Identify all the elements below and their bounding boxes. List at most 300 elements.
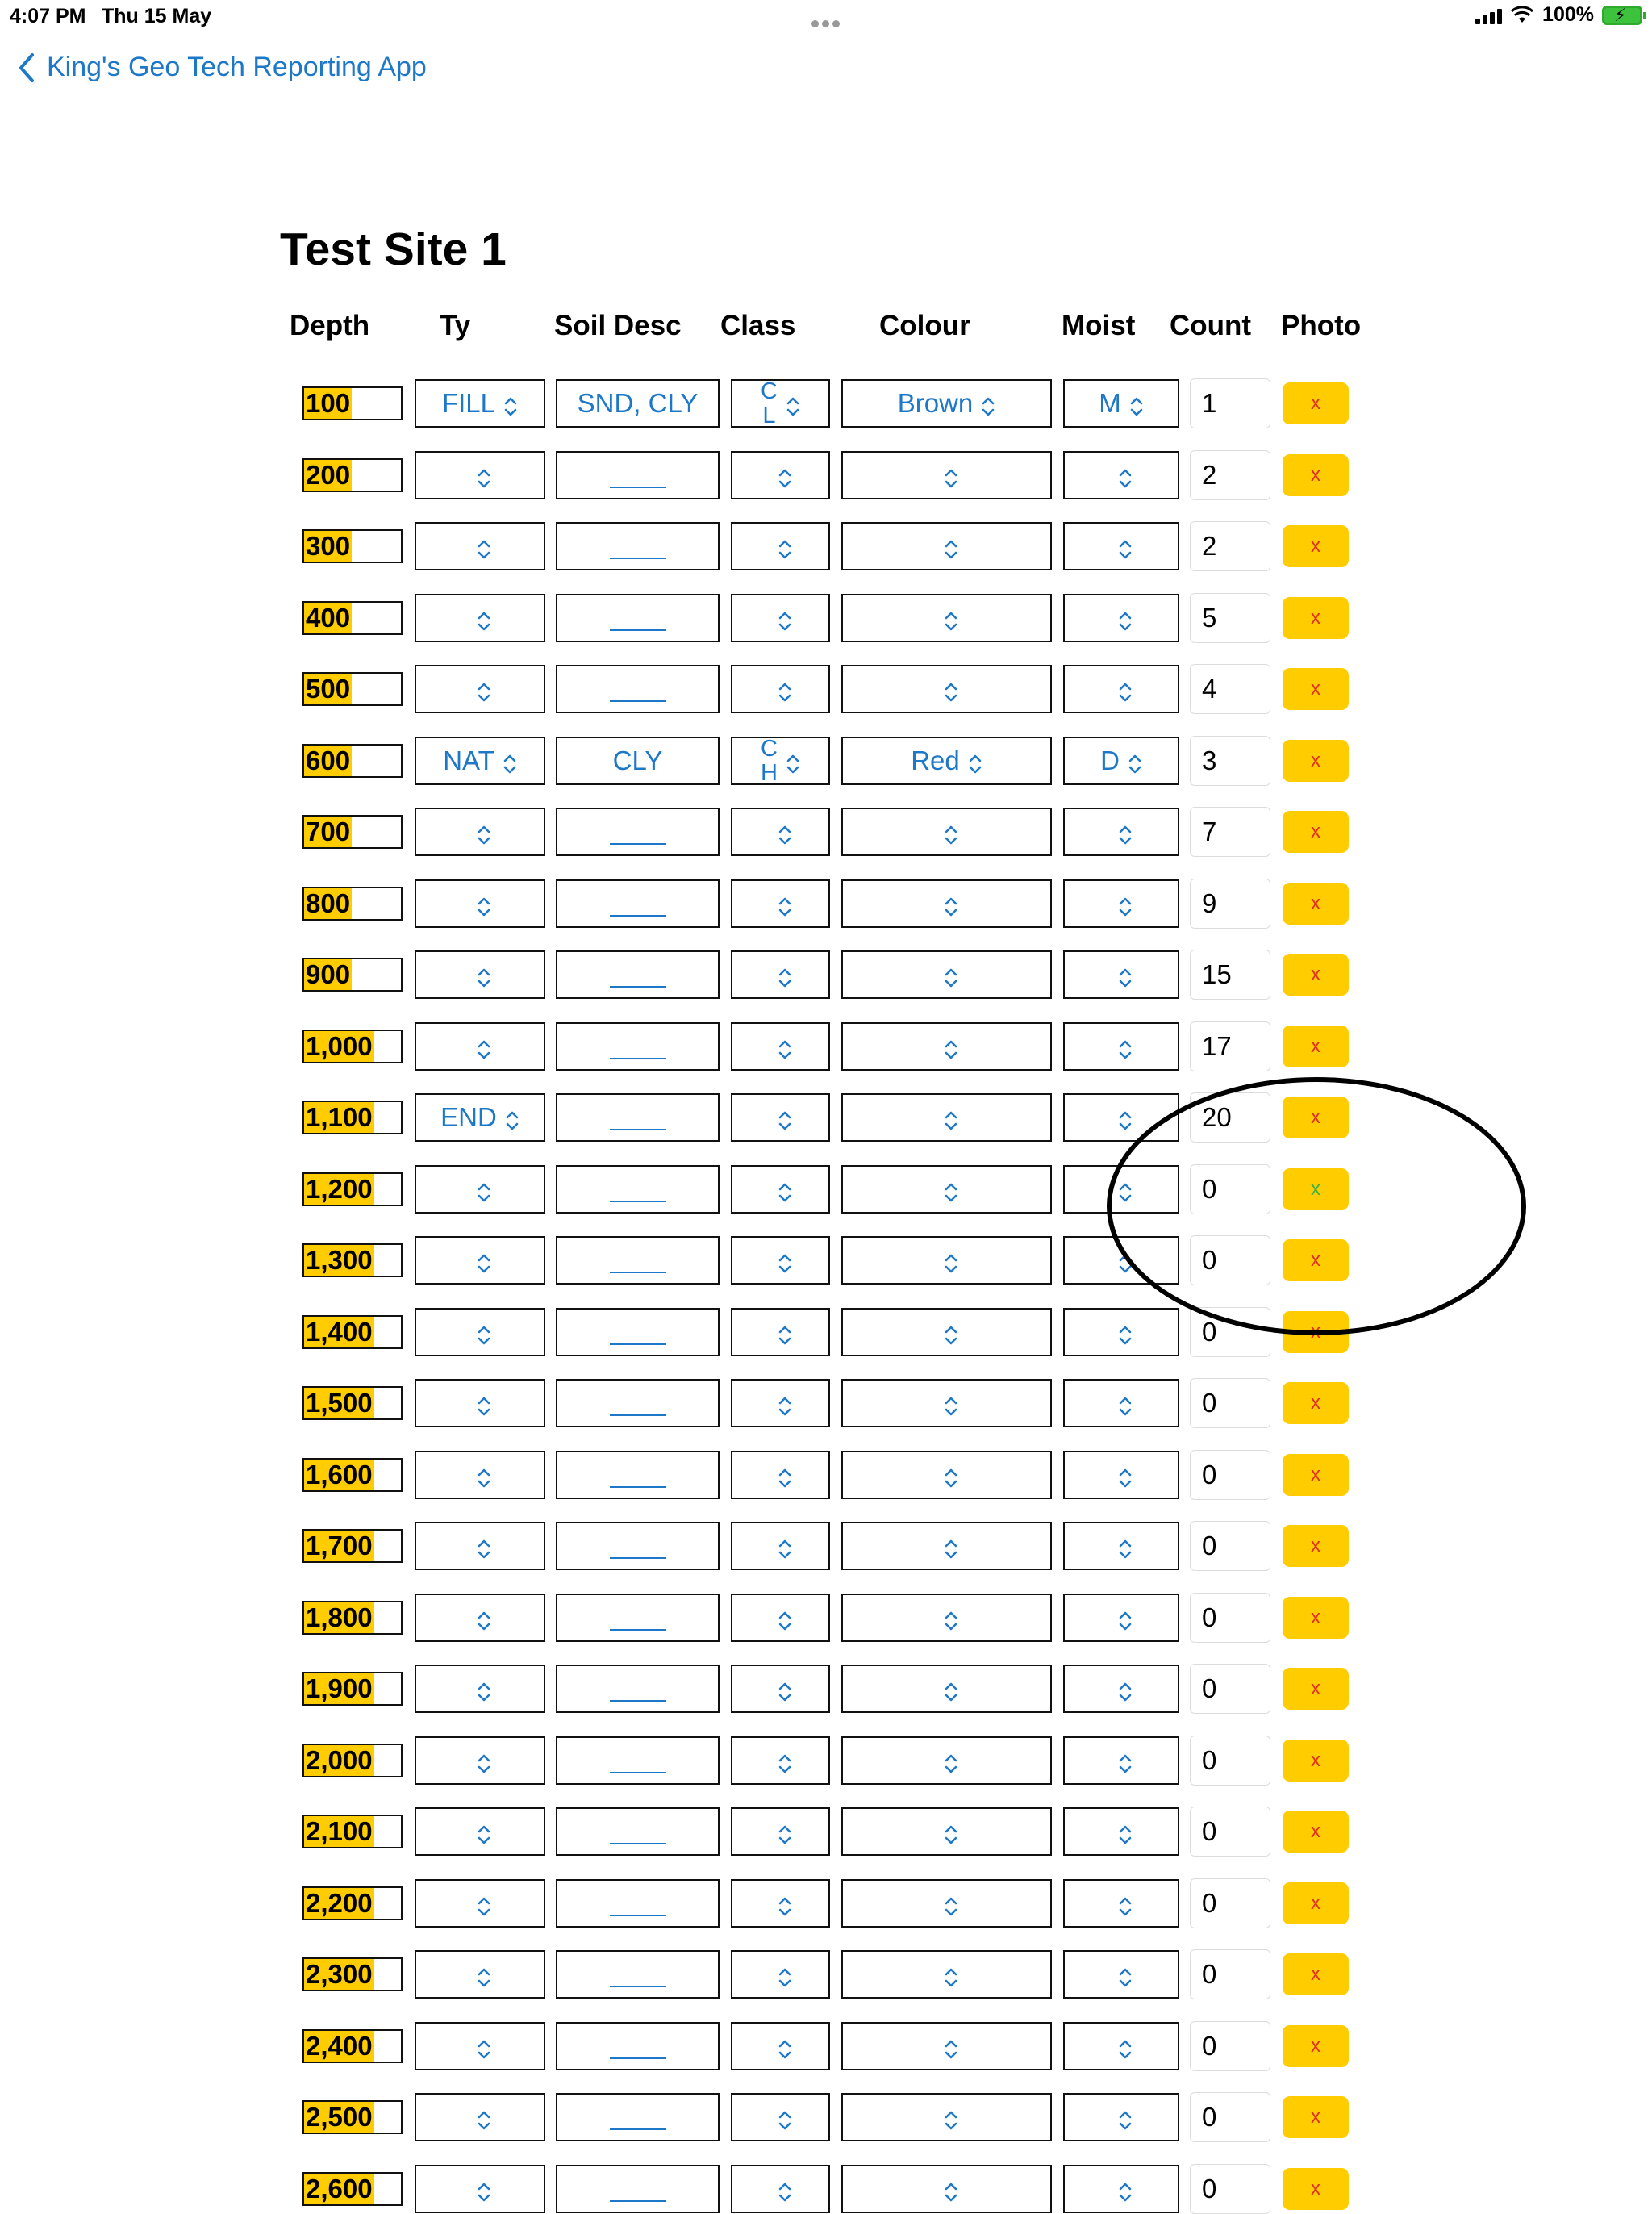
count-input[interactable] — [1190, 1021, 1270, 1071]
type-select[interactable] — [415, 1308, 545, 1356]
photo-status: x — [1311, 1606, 1320, 1628]
moisture-select[interactable] — [1063, 808, 1179, 856]
depth-value: 2,500 — [306, 2102, 373, 2132]
moisture-select[interactable] — [1063, 1022, 1179, 1071]
colour-select[interactable] — [841, 1594, 1052, 1642]
class-select[interactable] — [731, 2165, 830, 2213]
chevron-updown-icon — [944, 1893, 958, 1914]
back-button[interactable] — [18, 52, 427, 83]
soil-desc-blank — [610, 1129, 666, 1130]
chevron-updown-icon — [944, 1750, 958, 1771]
count-value: 20 — [1202, 1102, 1232, 1132]
type-select[interactable] — [415, 1236, 545, 1285]
count-input[interactable] — [1190, 1235, 1270, 1285]
count-input[interactable] — [1190, 1378, 1270, 1428]
count-input[interactable] — [1190, 664, 1270, 714]
depth-value: 1,300 — [306, 1245, 373, 1275]
count-value: 0 — [1202, 2173, 1217, 2204]
soil-desc-button[interactable] — [556, 1879, 720, 1928]
soil-desc-button[interactable] — [556, 2093, 720, 2141]
class-select[interactable] — [731, 2022, 830, 2070]
moisture-select[interactable] — [1063, 2165, 1179, 2213]
count-input[interactable] — [1190, 1164, 1270, 1214]
chevron-updown-icon — [1118, 2036, 1133, 2057]
depth-field[interactable] — [302, 1101, 403, 1134]
class-select[interactable] — [731, 451, 830, 499]
moisture-select[interactable] — [1063, 950, 1179, 999]
photo-button[interactable] — [1283, 740, 1349, 782]
class-select[interactable] — [731, 1807, 830, 1856]
photo-button[interactable] — [1283, 883, 1349, 925]
moisture-select[interactable] — [1063, 1451, 1179, 1499]
soil-desc-button[interactable] — [556, 1950, 720, 1999]
type-select[interactable] — [415, 594, 545, 642]
photo-status: x — [1311, 1677, 1320, 1699]
moisture-select[interactable] — [1063, 451, 1179, 499]
moisture-select[interactable] — [1063, 1665, 1179, 1713]
photo-button[interactable] — [1283, 2025, 1349, 2067]
count-input[interactable] — [1190, 1450, 1270, 1500]
depth-field[interactable] — [302, 458, 403, 492]
moisture-select[interactable] — [1063, 1165, 1179, 1214]
count-value: 0 — [1202, 1388, 1217, 1418]
soil-desc-blank — [610, 1915, 666, 1916]
moisture-select[interactable] — [1063, 1950, 1179, 1999]
chevron-updown-icon — [477, 821, 491, 842]
soil-desc-blank — [610, 558, 666, 559]
colour-select[interactable] — [841, 1022, 1052, 1071]
soil-desc-blank — [610, 1986, 666, 1987]
colour-select[interactable] — [841, 2165, 1052, 2213]
depth-value: 1,000 — [306, 1030, 373, 1061]
class-select[interactable] — [731, 665, 830, 713]
moisture-select[interactable] — [1063, 737, 1179, 785]
depth-field[interactable] — [302, 529, 403, 563]
depth-value: 800 — [306, 888, 351, 918]
soil-desc-blank — [610, 1343, 666, 1345]
class-select[interactable] — [731, 808, 830, 856]
count-input[interactable] — [1190, 1807, 1270, 1857]
photo-button[interactable] — [1283, 668, 1349, 710]
depth-field[interactable] — [302, 1529, 403, 1563]
type-select[interactable] — [415, 522, 545, 570]
soil-desc-button[interactable] — [556, 879, 720, 928]
chevron-updown-icon — [778, 1036, 792, 1057]
depth-field[interactable] — [302, 887, 403, 921]
type-select[interactable] — [415, 950, 545, 999]
depth-field[interactable] — [302, 2172, 403, 2206]
colour-select[interactable] — [841, 1451, 1052, 1499]
depth-field[interactable] — [302, 1672, 403, 1706]
type-select[interactable] — [415, 737, 545, 785]
class-select[interactable] — [731, 737, 830, 785]
colour-select[interactable] — [841, 1950, 1052, 1999]
photo-button[interactable] — [1283, 1382, 1349, 1424]
chevron-updown-icon — [944, 679, 958, 700]
soil-desc-button[interactable] — [556, 1665, 720, 1713]
depth-value: 2,600 — [306, 2173, 373, 2204]
photo-status: x — [1311, 1535, 1320, 1556]
class-select[interactable] — [731, 1379, 830, 1427]
moisture-select[interactable] — [1063, 879, 1179, 928]
colour-select[interactable] — [841, 1879, 1052, 1928]
count-value: 1 — [1202, 388, 1217, 418]
photo-button[interactable] — [1283, 1311, 1349, 1353]
count-value: 0 — [1202, 1173, 1217, 1204]
photo-button[interactable] — [1283, 1026, 1349, 1067]
count-value: 0 — [1202, 1316, 1217, 1347]
moisture-select[interactable] — [1063, 1807, 1179, 1856]
depth-field[interactable] — [302, 1744, 403, 1777]
class-select[interactable] — [731, 522, 830, 570]
photo-button[interactable] — [1283, 1740, 1349, 1782]
moisture-select[interactable] — [1063, 2093, 1179, 2141]
chevron-updown-icon — [944, 964, 958, 985]
photo-status: x — [1311, 2034, 1320, 2057]
count-input[interactable] — [1190, 1878, 1270, 1928]
count-input[interactable] — [1190, 378, 1270, 428]
type-select[interactable] — [415, 379, 545, 428]
count-value: 2 — [1202, 531, 1217, 561]
soil-desc-button[interactable] — [556, 1236, 720, 1285]
moisture-select[interactable] — [1063, 1736, 1179, 1785]
photo-button[interactable] — [1283, 1811, 1349, 1853]
chevron-updown-icon — [1118, 679, 1133, 700]
chevron-updown-icon — [1129, 393, 1144, 414]
chevron-updown-icon — [1118, 2107, 1133, 2128]
photo-button[interactable] — [1283, 1454, 1349, 1496]
chevron-updown-icon — [1118, 1250, 1133, 1271]
count-input[interactable] — [1190, 1736, 1270, 1786]
chevron-updown-icon — [944, 536, 958, 557]
count-input[interactable] — [1190, 736, 1270, 786]
photo-button[interactable] — [1283, 2096, 1349, 2138]
colour-select[interactable] — [841, 1665, 1052, 1713]
photo-status: x — [1311, 1249, 1320, 1271]
moisture-select[interactable] — [1063, 1594, 1179, 1642]
chevron-updown-icon — [503, 393, 518, 414]
depth-value: 2,300 — [306, 1959, 373, 1989]
class-select[interactable] — [731, 2093, 830, 2141]
photo-status: x — [1311, 1177, 1320, 1200]
count-input[interactable] — [1190, 521, 1270, 571]
count-input[interactable] — [1190, 450, 1270, 500]
chevron-updown-icon — [503, 750, 517, 771]
chevron-updown-icon — [944, 1393, 958, 1414]
count-input[interactable] — [1190, 1092, 1270, 1143]
type-select[interactable] — [415, 808, 545, 856]
soil-desc-button[interactable] — [556, 1022, 720, 1071]
class-select[interactable] — [731, 1308, 830, 1356]
class-select[interactable] — [731, 1451, 830, 1499]
depth-field[interactable] — [302, 958, 403, 992]
class-select[interactable] — [731, 1093, 830, 1142]
depth-field[interactable] — [302, 744, 403, 778]
colour-select[interactable] — [841, 879, 1052, 928]
soil-desc-button[interactable] — [556, 594, 720, 642]
soil-desc-blank — [610, 1772, 666, 1773]
depth-field[interactable] — [302, 1030, 403, 1063]
soil-desc-button[interactable] — [556, 737, 720, 785]
chevron-updown-icon — [477, 1678, 491, 1699]
photo-status: x — [1311, 749, 1320, 771]
class-select[interactable] — [731, 1022, 830, 1071]
type-select[interactable] — [415, 2093, 545, 2141]
soil-desc-button[interactable] — [556, 379, 720, 428]
type-select[interactable] — [415, 1093, 545, 1142]
photo-status: x — [1311, 1106, 1320, 1128]
page-title: Test Site 1 — [280, 223, 507, 275]
depth-field[interactable] — [302, 1957, 403, 1991]
moisture-select[interactable] — [1063, 1308, 1179, 1356]
chevron-updown-icon — [778, 1607, 792, 1628]
class-letter: C — [761, 378, 778, 404]
moisture-value: M — [1099, 388, 1121, 418]
type-select[interactable] — [415, 2022, 545, 2070]
photo-button[interactable] — [1283, 1597, 1349, 1639]
class-select[interactable] — [731, 950, 830, 999]
count-input[interactable] — [1190, 593, 1270, 643]
photo-status: x — [1311, 1891, 1320, 1914]
chevron-updown-icon — [477, 1322, 491, 1343]
type-select[interactable] — [415, 879, 545, 928]
photo-status: x — [1311, 1963, 1320, 1985]
class-select[interactable] — [731, 1950, 830, 1999]
soil-desc-button[interactable] — [556, 451, 720, 499]
soil-desc-button[interactable] — [556, 808, 720, 856]
soil-desc-blank — [610, 700, 666, 702]
soil-desc-value: CLY — [612, 745, 663, 775]
chevron-updown-icon — [944, 1322, 958, 1343]
chevron-left-icon — [18, 52, 35, 83]
photo-button[interactable] — [1283, 1168, 1349, 1210]
count-value: 5 — [1202, 602, 1217, 633]
soil-desc-button[interactable] — [556, 1451, 720, 1499]
photo-status: x — [1311, 892, 1320, 914]
soil-desc-button[interactable] — [556, 950, 720, 999]
type-select[interactable] — [415, 1451, 545, 1499]
soil-desc-blank — [610, 1843, 666, 1844]
class-select[interactable] — [731, 1522, 830, 1570]
type-select[interactable] — [415, 1379, 545, 1427]
class-select[interactable] — [731, 1879, 830, 1928]
depth-field[interactable] — [302, 2100, 403, 2134]
depth-field[interactable] — [302, 386, 403, 420]
type-select[interactable] — [415, 1807, 545, 1856]
class-select[interactable] — [731, 1665, 830, 1713]
depth-field[interactable] — [302, 1172, 403, 1206]
colour-select[interactable] — [841, 594, 1052, 642]
soil-desc-button[interactable] — [556, 1165, 720, 1214]
count-input[interactable] — [1190, 2092, 1270, 2142]
moisture-value: D — [1100, 745, 1120, 775]
count-value: 0 — [1202, 1459, 1217, 1489]
photo-status: x — [1311, 1034, 1320, 1057]
chevron-updown-icon — [477, 608, 491, 629]
chevron-updown-icon — [1118, 821, 1133, 842]
depth-field[interactable] — [302, 1815, 403, 1848]
colour-select[interactable] — [841, 1807, 1052, 1856]
colour-select[interactable] — [841, 1736, 1052, 1785]
colour-select[interactable] — [841, 2093, 1052, 2141]
colour-select[interactable] — [841, 665, 1052, 713]
count-input[interactable] — [1190, 879, 1270, 929]
chevron-updown-icon — [778, 1821, 792, 1842]
depth-field[interactable] — [302, 1601, 403, 1635]
type-select[interactable] — [415, 665, 545, 713]
column-header-class: Class — [720, 310, 796, 341]
type-select[interactable] — [415, 1879, 545, 1928]
colour-select[interactable] — [841, 1379, 1052, 1427]
type-value: FILL — [441, 388, 496, 418]
photo-button[interactable] — [1283, 811, 1349, 853]
multitasking-dots-icon[interactable] — [811, 10, 843, 33]
colour-select[interactable] — [841, 451, 1052, 499]
type-select[interactable] — [415, 1522, 545, 1570]
colour-select[interactable] — [841, 1236, 1052, 1285]
colour-select[interactable] — [841, 808, 1052, 856]
class-select[interactable] — [731, 1165, 830, 1214]
depth-field[interactable] — [302, 1886, 403, 1920]
chevron-updown-icon — [778, 1535, 792, 1556]
type-select[interactable] — [415, 1665, 545, 1713]
type-select[interactable] — [415, 1950, 545, 1999]
soil-desc-button[interactable] — [556, 2165, 720, 2213]
depth-field[interactable] — [302, 1386, 403, 1420]
count-value: 3 — [1202, 745, 1217, 775]
class-select[interactable] — [731, 1594, 830, 1642]
chevron-updown-icon — [1118, 1535, 1133, 1556]
photo-button[interactable] — [1283, 2168, 1349, 2210]
type-select[interactable] — [415, 1165, 545, 1214]
colour-select[interactable] — [841, 1093, 1052, 1142]
chevron-updown-icon — [786, 750, 800, 771]
class-select[interactable] — [731, 379, 830, 428]
column-header-colour: Colour — [879, 310, 970, 341]
depth-field[interactable] — [302, 601, 403, 635]
chevron-updown-icon — [944, 2036, 958, 2057]
status-bar — [0, 0, 1652, 36]
colour-select[interactable] — [841, 950, 1052, 999]
colour-select[interactable] — [841, 522, 1052, 570]
colour-select[interactable] — [841, 1308, 1052, 1356]
count-input[interactable] — [1190, 807, 1270, 857]
column-header-count: Count — [1170, 310, 1252, 341]
moisture-select[interactable] — [1063, 594, 1179, 642]
type-select[interactable] — [415, 1022, 545, 1071]
depth-field[interactable] — [302, 1458, 403, 1492]
chevron-updown-icon — [477, 536, 491, 557]
moisture-select[interactable] — [1063, 1879, 1179, 1928]
depth-field[interactable] — [302, 1315, 403, 1349]
soil-desc-button[interactable] — [556, 2022, 720, 2070]
photo-button[interactable] — [1283, 1668, 1349, 1710]
colour-select[interactable] — [841, 737, 1052, 785]
class-select[interactable] — [731, 879, 830, 928]
depth-value: 1,200 — [306, 1173, 373, 1204]
moisture-select[interactable] — [1063, 1522, 1179, 1570]
moisture-select[interactable] — [1063, 1379, 1179, 1427]
count-input[interactable] — [1190, 1949, 1270, 1999]
chevron-updown-icon — [944, 893, 958, 914]
type-select[interactable] — [415, 1736, 545, 1785]
photo-button[interactable] — [1283, 1239, 1349, 1281]
photo-button[interactable] — [1283, 1882, 1349, 1924]
count-input[interactable] — [1190, 950, 1270, 1000]
moisture-select[interactable] — [1063, 522, 1179, 570]
photo-status: x — [1311, 392, 1320, 414]
count-input[interactable] — [1190, 1593, 1270, 1643]
class-select[interactable] — [731, 1236, 830, 1285]
colour-select[interactable] — [841, 1165, 1052, 1214]
soil-desc-value: SND, CLY — [577, 388, 699, 418]
type-select[interactable] — [415, 1594, 545, 1642]
chevron-updown-icon — [1118, 608, 1133, 629]
soil-desc-button[interactable] — [556, 1594, 720, 1642]
photo-button[interactable] — [1283, 954, 1349, 996]
soil-desc-button[interactable] — [556, 1736, 720, 1785]
photo-button[interactable] — [1283, 525, 1349, 567]
count-input[interactable] — [1190, 1521, 1270, 1571]
depth-field[interactable] — [302, 672, 403, 706]
photo-button[interactable] — [1283, 1097, 1349, 1138]
moisture-select[interactable] — [1063, 2022, 1179, 2070]
chevron-updown-icon — [778, 1678, 792, 1699]
photo-button[interactable] — [1283, 1525, 1349, 1567]
chevron-updown-icon — [477, 2036, 491, 2057]
soil-desc-button[interactable] — [556, 1807, 720, 1856]
chevron-updown-icon — [1128, 750, 1142, 771]
photo-status: x — [1311, 1820, 1320, 1842]
photo-button[interactable] — [1283, 597, 1349, 639]
count-input[interactable] — [1190, 2021, 1270, 2071]
photo-button[interactable] — [1283, 1953, 1349, 1995]
class-letter: H — [761, 759, 778, 786]
colour-select[interactable] — [841, 1522, 1052, 1570]
depth-value: 2,100 — [306, 1816, 373, 1846]
count-input[interactable] — [1190, 2164, 1270, 2214]
soil-desc-button[interactable] — [556, 1308, 720, 1356]
chevron-updown-icon — [944, 1107, 958, 1128]
colour-select[interactable] — [841, 2022, 1052, 2070]
soil-desc-button[interactable] — [556, 1379, 720, 1427]
moisture-select[interactable] — [1063, 665, 1179, 713]
count-input[interactable] — [1190, 1664, 1270, 1714]
depth-field[interactable] — [302, 1243, 403, 1277]
moisture-select[interactable] — [1063, 1236, 1179, 1285]
class-select[interactable] — [731, 1736, 830, 1785]
photo-button[interactable] — [1283, 454, 1349, 496]
soil-desc-button[interactable] — [556, 665, 720, 713]
type-select[interactable] — [415, 2165, 545, 2213]
chevron-updown-icon — [1118, 964, 1133, 985]
class-select[interactable] — [731, 594, 830, 642]
soil-desc-blank — [610, 1629, 666, 1631]
chevron-updown-icon — [1118, 1821, 1133, 1842]
depth-field[interactable] — [302, 2029, 403, 2063]
moisture-select[interactable] — [1063, 379, 1179, 428]
soil-desc-button[interactable] — [556, 1522, 720, 1570]
depth-field[interactable] — [302, 815, 403, 849]
colour-select[interactable] — [841, 379, 1052, 428]
depth-value: 1,700 — [306, 1531, 373, 1560]
photo-button[interactable] — [1283, 382, 1349, 424]
soil-desc-button[interactable] — [556, 522, 720, 570]
moisture-select[interactable] — [1063, 1093, 1179, 1142]
type-select[interactable] — [415, 451, 545, 499]
soil-desc-button[interactable] — [556, 1093, 720, 1142]
count-input[interactable] — [1190, 1307, 1270, 1357]
